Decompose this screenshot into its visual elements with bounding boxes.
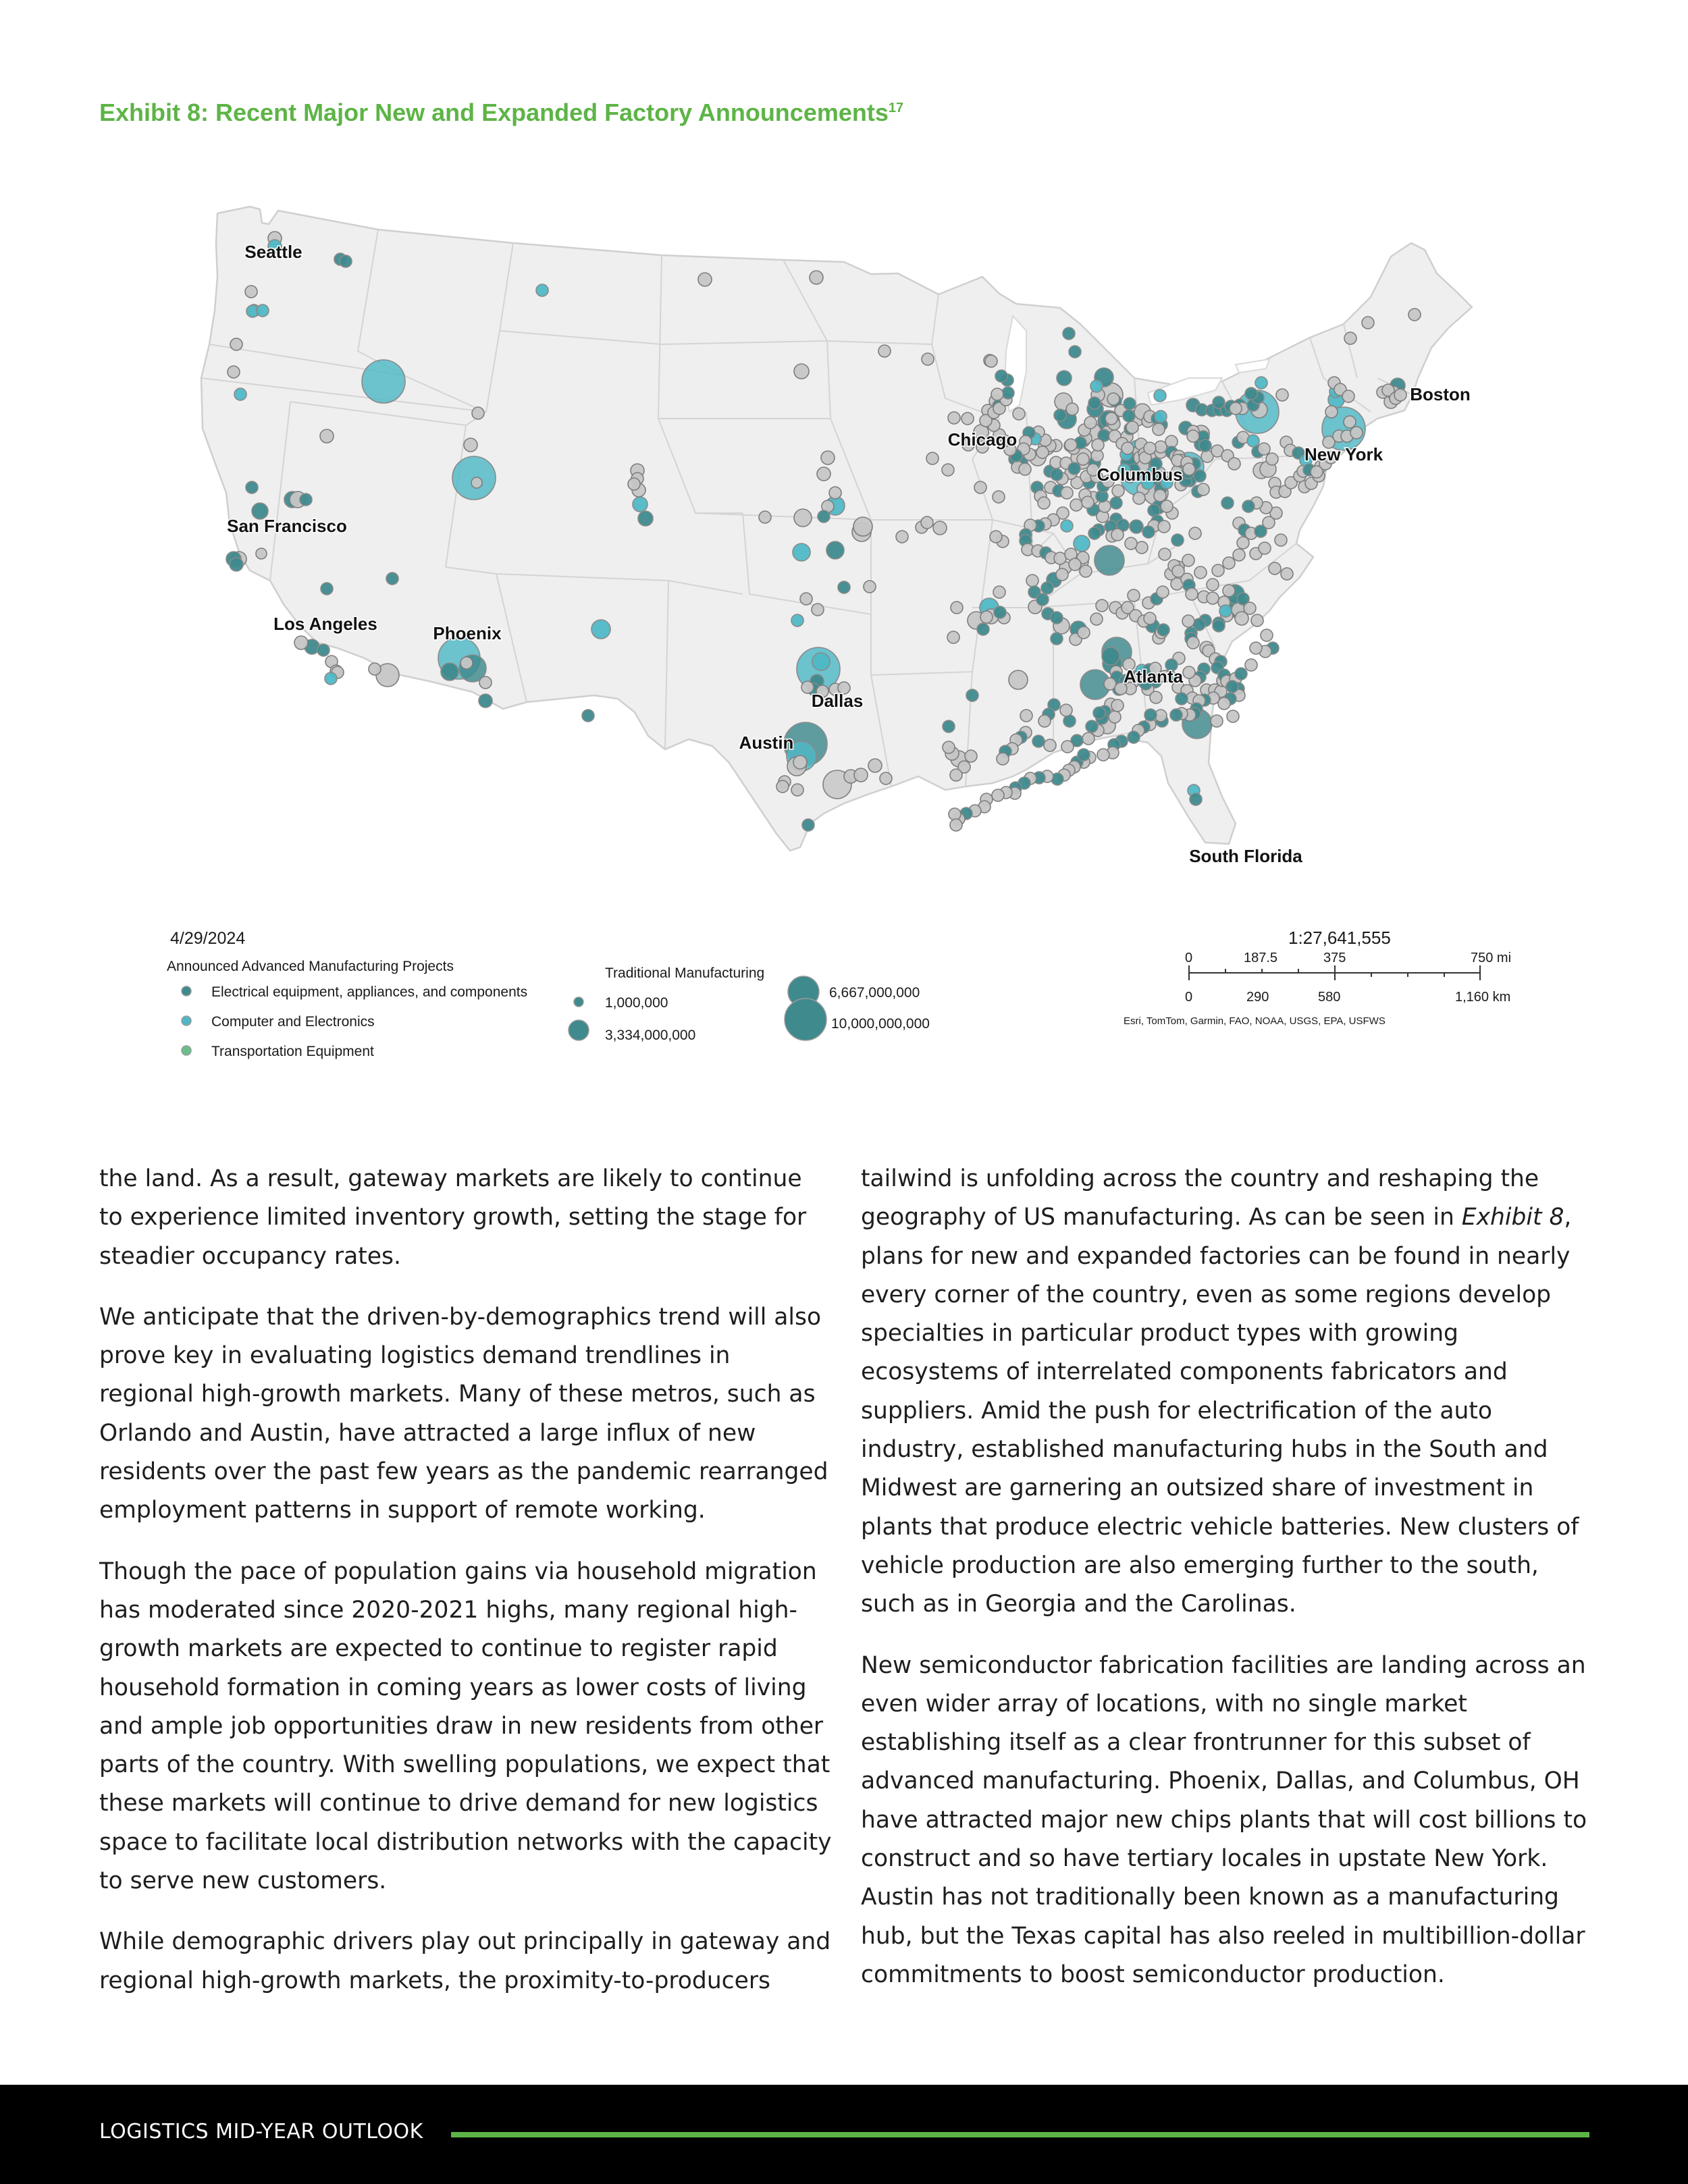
factory-marker xyxy=(1153,423,1165,435)
factory-marker xyxy=(1036,446,1049,458)
factory-marker xyxy=(1074,535,1090,552)
factory-marker xyxy=(1408,309,1421,321)
map-legend xyxy=(167,959,930,1094)
factory-marker xyxy=(1093,707,1105,719)
factory-marker xyxy=(1362,317,1374,329)
factory-marker xyxy=(1078,627,1090,639)
body-column-right xyxy=(861,1160,1600,2017)
factory-marker xyxy=(1172,565,1184,577)
factory-marker xyxy=(878,345,891,357)
factory-marker xyxy=(1269,562,1281,575)
legend-traditional: Traditional Manufacturing xyxy=(605,965,765,981)
factory-announcements-map xyxy=(0,176,1688,1094)
city-label: Phoenix xyxy=(433,623,502,643)
legend-size-1m: 1,000,000 xyxy=(605,995,668,1011)
factory-marker xyxy=(993,491,1005,503)
factory-marker xyxy=(1107,393,1119,405)
factory-marker xyxy=(321,583,333,595)
factory-marker xyxy=(1061,741,1074,753)
legend-size-xlarge xyxy=(785,998,826,1040)
legend-category-electrical: Electrical equipment, appliances, and components xyxy=(211,984,528,1000)
factory-marker xyxy=(1066,403,1078,415)
map-attribution: Esri, TomTom, Garmin, FAO, NOAA, USGS, EPA, USFWS xyxy=(1124,1015,1386,1027)
factory-marker xyxy=(949,808,961,820)
factory-marker xyxy=(974,481,986,494)
city-label: San Francisco xyxy=(227,516,347,536)
factory-marker xyxy=(793,543,810,561)
factory-marker xyxy=(853,517,872,536)
factory-marker xyxy=(1218,697,1230,710)
factory-marker xyxy=(1219,605,1232,617)
factory-marker xyxy=(1221,497,1234,509)
factory-marker xyxy=(1026,575,1038,587)
factory-marker xyxy=(1105,412,1117,425)
factory-marker xyxy=(776,780,789,793)
legend-category-computer: Computer and Electronics xyxy=(211,1014,375,1030)
factory-marker xyxy=(838,581,850,593)
factory-marker xyxy=(994,606,1006,618)
factory-marker xyxy=(1223,585,1235,597)
factory-marker xyxy=(1155,410,1167,423)
factory-marker xyxy=(818,510,830,523)
factory-marker xyxy=(1041,582,1053,594)
factory-marker xyxy=(812,653,830,670)
factory-marker xyxy=(1038,715,1051,727)
factory-marker xyxy=(997,753,1009,765)
factory-marker xyxy=(1154,390,1166,402)
paragraph-right-2: New semiconductor fabrication facilities are landing across an even wider array of locations, with no single market establishing itself as a clear frontrunner for this subset of advanced manufacturing. Phoenix, Dallas, and Columbus, OH have attracted major new chips plants that will cost billions to construct and so have tertiary locales in upstate New York. Austin has not traditionally been known as a manufacturing hub, but the Texas capital has also reeled in multibillion-dollar commitments to boost semiconductor production. xyxy=(861,1651,1587,1988)
factory-marker xyxy=(1133,492,1145,504)
factory-marker xyxy=(1082,496,1094,508)
factory-marker xyxy=(1144,709,1157,721)
factory-marker xyxy=(1090,613,1103,625)
factory-marker xyxy=(810,271,823,284)
factory-marker xyxy=(1020,710,1032,722)
factory-marker xyxy=(1230,402,1242,415)
paragraph-left-1: the land. As a result, gateway markets are likely to continue to experience limited inventory growth, setting the stage for steadier occupancy rates. xyxy=(99,1165,807,1270)
city-label: Dallas xyxy=(811,691,864,711)
factory-marker xyxy=(1088,397,1101,409)
factory-marker xyxy=(1183,666,1195,678)
factory-marker xyxy=(921,516,933,529)
map-scale-bar xyxy=(1124,928,1511,1027)
city-label: South Florida xyxy=(1189,846,1302,866)
factory-marker xyxy=(472,407,484,419)
factory-marker xyxy=(864,581,876,593)
factory-marker xyxy=(993,586,1005,598)
factory-marker xyxy=(1259,542,1271,554)
factory-marker xyxy=(922,353,934,365)
factory-marker xyxy=(1061,520,1073,532)
factory-marker xyxy=(1207,592,1219,604)
factory-marker xyxy=(460,657,473,669)
legend-category-transportation: Transportation Equipment xyxy=(211,1044,374,1059)
city-label: Seattle xyxy=(244,242,302,262)
factory-marker xyxy=(1063,327,1075,340)
factory-marker xyxy=(1266,453,1278,465)
factory-marker xyxy=(943,720,955,733)
factory-marker xyxy=(829,487,841,499)
factory-marker xyxy=(1080,565,1092,577)
factory-marker xyxy=(1344,332,1356,344)
factory-marker xyxy=(1311,466,1323,478)
factory-marker xyxy=(943,741,955,753)
legend-swatch-electrical xyxy=(182,986,191,996)
scale-km-290: 290 xyxy=(1246,990,1269,1005)
factory-marker xyxy=(479,694,492,708)
factory-marker xyxy=(926,452,939,464)
factory-marker xyxy=(257,304,269,317)
scale-ratio: 1:27,641,555 xyxy=(1288,928,1391,948)
factory-marker xyxy=(1187,430,1199,442)
factory-marker xyxy=(1182,615,1194,627)
legend-swatch-transportation xyxy=(182,1046,191,1055)
factory-marker xyxy=(1342,390,1354,402)
factory-marker xyxy=(1097,749,1109,761)
factory-marker xyxy=(294,636,308,649)
factory-marker xyxy=(1344,416,1356,428)
factory-marker xyxy=(1051,633,1063,645)
factory-marker xyxy=(1281,568,1293,580)
factory-marker xyxy=(1227,710,1239,722)
factory-marker xyxy=(325,672,337,685)
factory-marker xyxy=(966,689,978,701)
scale-mi-750: 750 mi xyxy=(1471,951,1512,965)
city-label: Chicago xyxy=(947,429,1018,450)
factory-marker xyxy=(1207,579,1219,591)
factory-marker xyxy=(1189,527,1201,539)
factory-marker xyxy=(896,531,908,543)
factory-marker xyxy=(880,772,892,784)
factory-marker xyxy=(1096,600,1108,612)
city-label: Los Angeles xyxy=(273,614,377,634)
factory-marker xyxy=(1186,588,1198,600)
factory-marker xyxy=(791,614,803,627)
factory-marker xyxy=(1244,602,1256,614)
factory-marker xyxy=(1144,442,1156,454)
scale-mi-375: 375 xyxy=(1323,951,1346,965)
factory-marker xyxy=(1128,589,1140,602)
factory-marker xyxy=(1176,693,1188,705)
city-label: New York xyxy=(1304,444,1383,464)
factory-marker xyxy=(1060,704,1072,716)
factory-marker xyxy=(1237,537,1249,549)
factory-marker xyxy=(633,497,648,512)
factory-marker xyxy=(464,438,477,452)
factory-marker xyxy=(826,541,844,559)
factory-marker xyxy=(800,593,812,605)
factory-marker xyxy=(821,451,835,464)
factory-marker xyxy=(1245,659,1257,671)
us-landmass xyxy=(201,207,1472,851)
factory-marker xyxy=(991,388,1003,400)
factory-marker xyxy=(933,521,947,535)
footer-accent-rule xyxy=(451,2132,1589,2137)
factory-marker xyxy=(362,360,405,403)
factory-marker xyxy=(479,676,492,689)
legend-size-small xyxy=(574,997,583,1007)
factory-marker xyxy=(471,477,482,488)
legend-size-10000m: 10,000,000,000 xyxy=(831,1016,930,1032)
scale-km-1160: 1,160 km xyxy=(1455,990,1511,1005)
factory-marker xyxy=(441,663,458,681)
factory-marker xyxy=(1065,439,1077,451)
factory-marker xyxy=(1068,462,1080,475)
factory-marker xyxy=(1251,614,1263,627)
factory-marker xyxy=(1223,557,1235,569)
factory-marker xyxy=(1128,731,1140,743)
factory-marker xyxy=(1124,398,1136,410)
factory-marker xyxy=(1061,487,1073,499)
factory-marker xyxy=(1194,566,1207,579)
factory-marker xyxy=(1394,389,1406,401)
factory-marker xyxy=(628,478,640,490)
factory-marker xyxy=(1013,408,1025,420)
factory-marker xyxy=(1199,440,1211,452)
factory-marker xyxy=(1051,469,1063,481)
factory-marker xyxy=(1190,793,1202,805)
factory-marker xyxy=(1082,733,1094,745)
factory-marker xyxy=(1122,442,1134,454)
factory-marker xyxy=(1325,406,1338,418)
factory-marker xyxy=(1078,749,1090,761)
map-date: 4/29/2024 xyxy=(170,929,246,948)
factory-marker xyxy=(1350,427,1363,439)
factory-marker xyxy=(977,623,989,635)
factory-marker xyxy=(942,464,954,476)
page-footer xyxy=(0,2085,1688,2184)
factory-marker xyxy=(1212,564,1224,577)
exhibit-reference: Exhibit 8 xyxy=(1461,1204,1564,1231)
factory-marker xyxy=(1258,443,1270,455)
factory-marker xyxy=(1094,545,1124,575)
exhibit-footnote: 17 xyxy=(888,101,904,115)
legend-swatch-computer xyxy=(182,1016,191,1026)
factory-marker xyxy=(1069,558,1081,570)
factory-marker xyxy=(1057,371,1072,385)
factory-marker xyxy=(1036,593,1049,606)
factory-marker xyxy=(1088,527,1101,539)
factory-marker xyxy=(985,355,997,367)
factory-marker xyxy=(854,768,868,782)
factory-marker xyxy=(300,494,312,506)
factory-marker xyxy=(794,509,812,527)
factory-marker xyxy=(698,273,712,286)
factory-marker xyxy=(1009,670,1028,689)
factory-marker xyxy=(759,511,771,523)
footer-label: LOGISTICS MID-YEAR OUTLOOK xyxy=(99,2120,423,2143)
factory-marker xyxy=(951,602,963,614)
city-label: Atlanta xyxy=(1123,666,1184,687)
factory-marker xyxy=(1183,463,1195,475)
factory-marker xyxy=(1213,396,1225,408)
factory-marker xyxy=(947,631,959,643)
factory-marker xyxy=(591,620,610,639)
factory-marker xyxy=(1070,499,1082,511)
factory-marker xyxy=(791,784,803,796)
factory-marker xyxy=(1213,620,1225,632)
factory-marker xyxy=(1161,500,1173,512)
factory-marker xyxy=(1054,409,1066,421)
factory-marker xyxy=(1155,441,1167,453)
factory-marker xyxy=(536,284,548,296)
city-label: Columbus xyxy=(1097,464,1183,485)
factory-marker xyxy=(992,789,1004,801)
factory-marker xyxy=(1142,526,1155,538)
body-column-left xyxy=(99,1160,832,2023)
factory-marker xyxy=(1077,453,1089,465)
factory-marker xyxy=(1197,483,1209,496)
factory-marker xyxy=(1092,439,1104,451)
factory-marker xyxy=(1250,642,1262,654)
factory-marker xyxy=(1125,537,1137,550)
factory-marker xyxy=(1171,534,1184,546)
factory-marker xyxy=(1263,516,1275,529)
factory-marker xyxy=(948,412,960,424)
factory-marker xyxy=(1126,421,1138,433)
factory-marker xyxy=(1150,691,1162,703)
factory-marker xyxy=(386,572,398,585)
factory-marker xyxy=(1157,586,1169,598)
factory-marker xyxy=(1226,681,1238,693)
factory-marker xyxy=(230,558,243,571)
factory-marker xyxy=(1044,739,1056,751)
factory-marker xyxy=(950,769,962,781)
factory-marker xyxy=(950,819,962,831)
factory-marker xyxy=(256,548,267,559)
factory-marker xyxy=(1032,735,1045,747)
factory-marker xyxy=(812,604,824,616)
factory-marker xyxy=(1090,380,1103,392)
contiguous-us-outline xyxy=(201,207,1472,851)
factory-marker xyxy=(1051,612,1063,624)
factory-marker xyxy=(1159,548,1171,560)
factory-marker xyxy=(1144,612,1156,624)
factory-marker xyxy=(1069,346,1081,358)
factory-marker xyxy=(317,644,329,656)
factory-marker xyxy=(1111,529,1124,541)
factory-marker xyxy=(817,467,830,481)
factory-marker xyxy=(1038,497,1050,509)
factory-marker xyxy=(794,364,809,379)
legend-size-medium xyxy=(569,1020,589,1040)
factory-marker xyxy=(320,429,334,443)
factory-marker xyxy=(1242,500,1255,512)
factory-marker xyxy=(234,388,246,400)
factory-marker xyxy=(1276,389,1288,401)
factory-marker xyxy=(965,750,977,762)
factory-marker xyxy=(582,710,594,722)
scale-km-0: 0 xyxy=(1185,990,1193,1005)
factory-marker xyxy=(1111,699,1124,712)
factory-marker xyxy=(1157,624,1169,636)
factory-marker xyxy=(980,611,993,623)
factory-marker xyxy=(1084,417,1097,429)
factory-marker xyxy=(1019,463,1031,475)
factory-marker xyxy=(1158,521,1170,533)
city-label: Boston xyxy=(1410,384,1471,404)
factory-marker xyxy=(1109,711,1121,723)
legend-size-3334m: 3,334,000,000 xyxy=(605,1028,696,1043)
factory-marker xyxy=(990,531,1002,543)
paragraph-right-1-part-a: tailwind is unfolding across the country and reshaping the geography of US manufacturing. As can be seen in xyxy=(861,1165,1539,1231)
factory-marker xyxy=(340,255,352,267)
paragraph-left-2: We anticipate that the driven-by-demographics trend will also prove key in evaluating logistics demand trendlines in regional high-growth markets. Many of these metros, such as Orlando and Austin, have attracted a large influx of new residents over the past few years as the pandemic rearranged employment patterns in support of remote working. xyxy=(99,1303,828,1524)
factory-marker xyxy=(1228,458,1240,470)
factory-marker xyxy=(1056,568,1068,581)
factory-marker xyxy=(228,366,240,378)
scale-ruler xyxy=(1189,965,1480,980)
factory-marker xyxy=(1245,388,1257,400)
factory-marker xyxy=(1211,715,1223,727)
scale-mi-187: 187.5 xyxy=(1244,951,1278,965)
factory-marker xyxy=(995,370,1007,382)
scale-km-580: 580 xyxy=(1318,990,1341,1005)
factory-marker xyxy=(246,481,258,494)
factory-marker xyxy=(1110,497,1122,509)
factory-marker xyxy=(1255,377,1267,389)
factory-marker xyxy=(1002,387,1014,399)
factory-marker xyxy=(1275,534,1287,546)
factory-marker xyxy=(638,511,653,526)
factory-marker xyxy=(1235,668,1247,680)
factory-marker xyxy=(1123,410,1135,422)
factory-marker xyxy=(868,759,882,772)
paragraph-left-3: Though the pace of population gains via household migration has moderated since 2020-2021 highs, many regional high-growth markets are expected to continue to register rapid household formation in coming years as lower costs of living and ample job opportunities draw in new residents from other parts of the country. With swelling populations, we expect that these markets will continue to drive demand for new logistics space to facilitate local distribution networks with the capacity to serve new customers. xyxy=(99,1557,832,1895)
factory-marker xyxy=(230,338,242,350)
exhibit-title: Exhibit 8: Recent Major New and Expanded Factory Announcements$^{17}$ xyxy=(99,99,904,126)
factory-marker xyxy=(1187,637,1199,649)
factory-marker xyxy=(1194,470,1206,482)
factory-marker xyxy=(802,819,814,831)
factory-marker xyxy=(1182,554,1194,566)
factory-marker xyxy=(1154,489,1166,502)
factory-marker xyxy=(1086,720,1098,733)
factory-marker xyxy=(369,663,381,675)
legend-title: Announced Advanced Manufacturing Projects xyxy=(167,959,454,974)
factory-marker xyxy=(793,755,807,769)
factory-marker xyxy=(245,286,257,298)
legend-size-6667m: 6,667,000,000 xyxy=(829,985,920,1001)
factory-marker xyxy=(961,412,974,425)
factory-marker xyxy=(1130,520,1143,533)
paragraph-right-1 xyxy=(861,1160,1600,1624)
scale-mi-0: 0 xyxy=(1185,951,1193,965)
factory-marker xyxy=(1112,485,1124,497)
factory-marker xyxy=(1233,549,1245,561)
factory-marker xyxy=(1261,629,1273,641)
factory-marker xyxy=(1102,647,1119,665)
city-label: Austin xyxy=(739,733,794,753)
paragraph-right-1-part-b: , plans for new and expanded factories can be found in nearly every corner of the country, even as some regions develop specialties in particular product types with growing ecosystems of interrelated components fabricators and suppliers. Amid the push for electrification of the auto industry, established manufacturing hubs in the South and Midwest are garnering an outsized share of investment in plants that produce electric vehicle batteries. New clusters of vehicle production are also emerging further to the south, such as in Georgia and the Carolinas. xyxy=(861,1204,1579,1618)
paragraph-left-4: While demographic drivers play out principally in gateway and regional high-growth markets, the proximity-to-producers xyxy=(99,1928,831,1994)
factory-marker xyxy=(1170,709,1182,721)
